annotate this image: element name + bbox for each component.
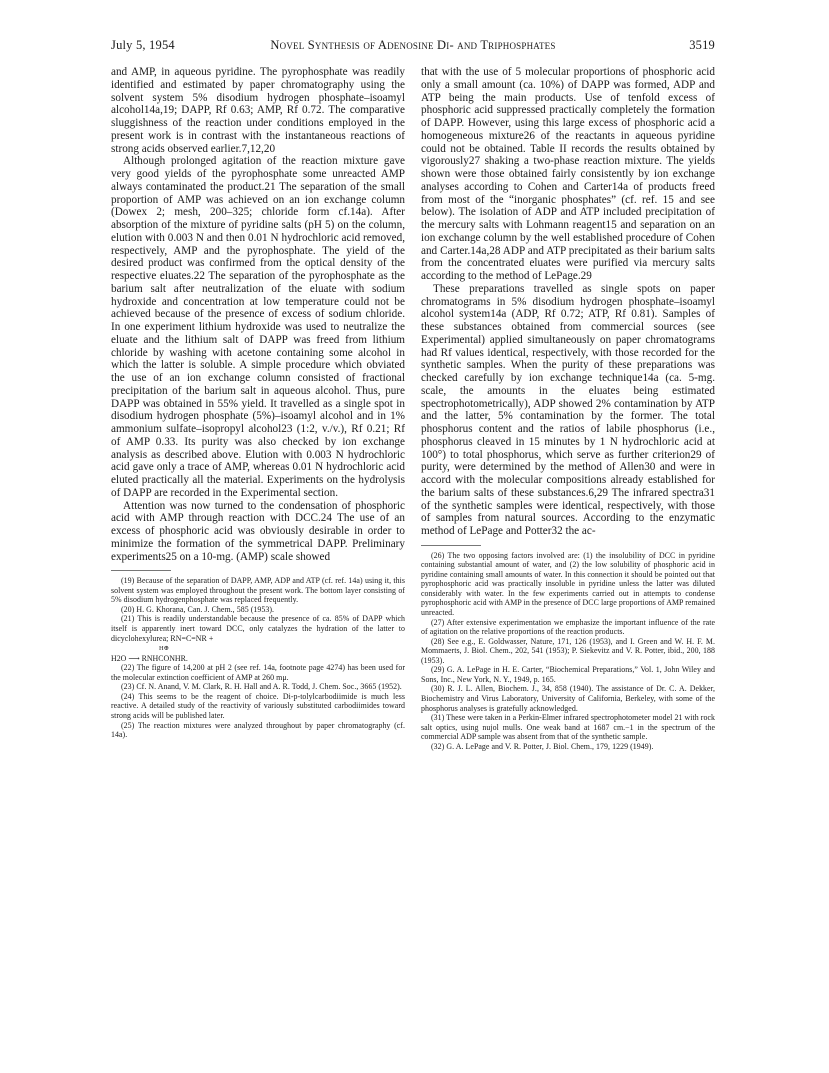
footnote: (24) This seems to be the reagent of choice. Di-p-tolylcarbodiimide is much less reactive. A detailed study of the reactivity of variously substituted carbodiimides toward strong acids will be published later. bbox=[111, 691, 405, 720]
footnote: (25) The reaction mixtures were analyzed throughout by paper chromatography (cf. 14a). bbox=[111, 720, 405, 740]
footnote: (31) These were taken in a Perkin-Elmer infrared spectrophotometer model 21 with rock salt optics, using nujol mulls. One weak band at 1687 cm.−1 in the spectrum of the commercial ADP sample was absent from that of the synthetic sample. bbox=[421, 713, 715, 742]
footnote: (19) Because of the separation of DAPP, AMP, ADP and ATP (cf. ref. 14a) using it, this solvent system was employed throughout the present work. The bottom layer consisting of 5% disodium hydrogenphosphate was replaced frequently. bbox=[111, 576, 405, 605]
footnotes-left bbox=[111, 576, 405, 739]
footnote: (32) G. A. LePage and V. R. Potter, J. Biol. Chem., 179, 1229 (1949). bbox=[431, 741, 654, 751]
footnote: (26) The two opposing factors involved are: (1) the insolubility of DCC in pyridine containing substantial amount of water, and (2) the low solubility of phosphoric acid in pyridine containing small amounts of water. In this connection it should be pointed out that pyrophosphoric acid was practically insoluble in pyridine unless the latter was diluted considerably with water. In the few experiments carried out in attempts to condense pyrophosphoric acid with AMP in the presence of DCC large proportions of AMP remained unreacted. bbox=[421, 550, 715, 618]
equation-catalyst: H⊕ bbox=[159, 645, 169, 653]
footnote: (27) After extensive experimentation we emphasize the important influence of the rate of agitation on the relative proportions of the reaction products. bbox=[421, 617, 715, 637]
hydration-equation bbox=[111, 643, 405, 663]
footnote: (30) R. J. L. Allen, Biochem. J., 34, 858 (1940). The assistance of Dr. C. A. Dekker, Biochemistry and Virus Laboratory, University of California, Berkeley, with some of the phosphorus analyses is gratefully acknowledged. bbox=[421, 684, 715, 713]
footnote-rule bbox=[111, 570, 171, 571]
right-column bbox=[421, 66, 715, 751]
running-title: Novel Synthesis of Adenosine Di- and Triphosphates bbox=[270, 38, 556, 52]
page-number: 3519 bbox=[689, 38, 715, 52]
footnote: (23) Cf. N. Anand, V. M. Clark, R. H. Hall and A. R. Todd, J. Chem. Soc., 3665 (1952). bbox=[121, 682, 402, 692]
footnote-rule bbox=[421, 545, 481, 546]
equation-line: H2O ⟶ RNHCONHR. bbox=[111, 653, 188, 663]
body-paragraph: Attention was now turned to the condensation of phosphoric acid with AMP through reaction with DCC.24 The use of an excess of phosphoric acid was obviously desirable in order to minimize the formation of the symmetrical DAPP. Preliminary experiments25 on a 10-mg. (AMP) scale showed bbox=[111, 499, 405, 563]
footnotes-right bbox=[421, 551, 715, 751]
body-paragraph: and AMP, in aqueous pyridine. The pyrophosphate was readily identified and estimated by paper chromatography using the solvent system 5% disodium hydrogen phosphate–isoamyl alcohol14a,19; DAPP, Rf 0.63; AMP, Rf 0.72. The comparative sluggishness of the reaction under conditions employed in the present work is in contrast with the instantaneous reactions of strong acids observed earlier.7,12,20 bbox=[111, 66, 405, 155]
running-header bbox=[111, 38, 715, 56]
issue-date: July 5, 1954 bbox=[111, 38, 175, 52]
footnote: (22) The figure of 14,200 at pH 2 (see ref. 14a, footnote page 4274) has been used for the molecular extinction coefficient of AMP at 260 mμ. bbox=[111, 663, 405, 682]
footnote: (29) G. A. LePage in H. E. Carter, “Biochemical Preparations,” Vol. 1, John Wiley and Sons, Inc., New York, N. Y., 1949, p. 165. bbox=[421, 665, 715, 684]
footnote: (20) H. G. Khorana, Can. J. Chem., 585 (1953). bbox=[121, 604, 275, 614]
body-paragraph: These preparations travelled as single spots on paper chromatograms in 5% disodium hydrogen phosphate–isoamyl alcohol system14a (ADP, Rf 0.72; ATP, Rf 0.81). Samples of these substances obtained from commercial sources (see Experimental) applied simultaneously on paper chromatograms had Rf values identical, respectively, with those recorded for the synthetic samples. When the purity of these preparations was checked carefully by ion exchange technique14a (ca. 5-mg. scale, the amounts in the eluates being estimated spectrophotometrically), ADP showed 2% contamination by ATP and the latter, 5% contamination by the former. The total phosphorus content and the ratios of labile phosphorus (i.e., phosphorus cleaved in 15 minutes by 1 N hydrochloric acid at 100°) to total phosphorus, which serve as further criterion29 of purity, were determined by the method of Allen30 and were in accord with the molecular compositions already established for the barium salts of these substances.6,29 The infrared spectra31 of the synthetic samples were identical, respectively, with those of samples from natural sources. According to the enzymatic method of LePage and Potter32 the ac- bbox=[421, 282, 715, 537]
footnote: (21) This is readily understandable because the presence of ca. 85% of DAPP which itself is apparently inert toward DCC, only catalyzes the hydration of the latter to dicyclohexylurea; RN=C=NR + bbox=[111, 614, 405, 643]
body-paragraph: that with the use of 5 molecular proportions of phosphoric acid only a small amount (ca. 10%) of DAPP was formed, ADP and ATP being the main products. Use of tenfold excess of phosphoric acid suppressed practically completely the formation of DAPP. However, using this large excess of phosphoric acid a homogeneous mixture26 of the reactants in aqueous pyridine could not be obtained. Table II records the results obtained by vigorously27 shaking a two-phase reaction mixture. The yields shown were those obtained fairly consistently by ion exchange analyses according to Cohen and Carter14a of products freed from most of the “inorganic phosphates” (cf. ref. 15 and see below). The isolation of ADP and ATP included precipitation of the mercury salts with Lohmann reagent15 and separation on an ion exchange column by the well established procedure of Cohen and Carter.14a,28 ADP and ATP precipitated as their barium salts from the concentrated eluates were purified via mercury salts according to the method of LePage.29 bbox=[421, 66, 715, 282]
left-column bbox=[111, 66, 405, 740]
body-paragraph: Although prolonged agitation of the reaction mixture gave very good yields of the pyrophosphate some unreacted AMP always contaminated the product.21 The separation of the small proportion of AMP was achieved on an ion exchange column (Dowex 2; mesh, 200–325; chloride form cf.14a). After absorption of the mixture of pyridine salts (pH 5) on the column, elution with 0.003 N and then 0.01 N hydrochloric acid removed, respectively, AMP and the pyrophosphate. The yield of the desired product was confirmed from the optical density of the respective eluates.22 The separation of the pyrophosphate as the barium salt after neutralization of the eluate with sodium hydroxide and concentration at low temperature could not be achieved because of the presence of excess of sodium chloride. In one experiment lithium hydroxide was used to neutralize the eluate and the lithium salt of DAPP was freed from lithium chloride by washing with acetone containing some alcohol in which the latter is soluble. A simple procedure which obviated the use of an ion exchange column consisted of fractional precipitation of the barium salt in aqueous alcohol. Thus, pure DAPP was obtained in 55% yield. It travelled as a single spot in disodium hydrogen phosphate (5%)–isoamyl alcohol and in 1% ammonium sulfate–isopropyl alcohol23 (1:2, v./v.), Rf 0.21; Rf of AMP 0.33. Its purity was also checked by ion exchange analysis as described above. Elution with 0.003 N hydrochloric acid gave only a trace of AMP, whereas 0.01 N hydrochloric acid eluted practically all the material. Experiments on the hydrolysis of DAPP are recorded in the Experimental section. bbox=[111, 155, 405, 499]
footnote: (28) See e.g., E. Goldwasser, Nature, 171, 126 (1953), and I. Green and W. H. F. M. Mommaerts, J. Biol. Chem., 202, 541 (1953); P. Siekevitz and V. R. Potter, ibid., 200, 188 (1953). bbox=[421, 636, 715, 665]
